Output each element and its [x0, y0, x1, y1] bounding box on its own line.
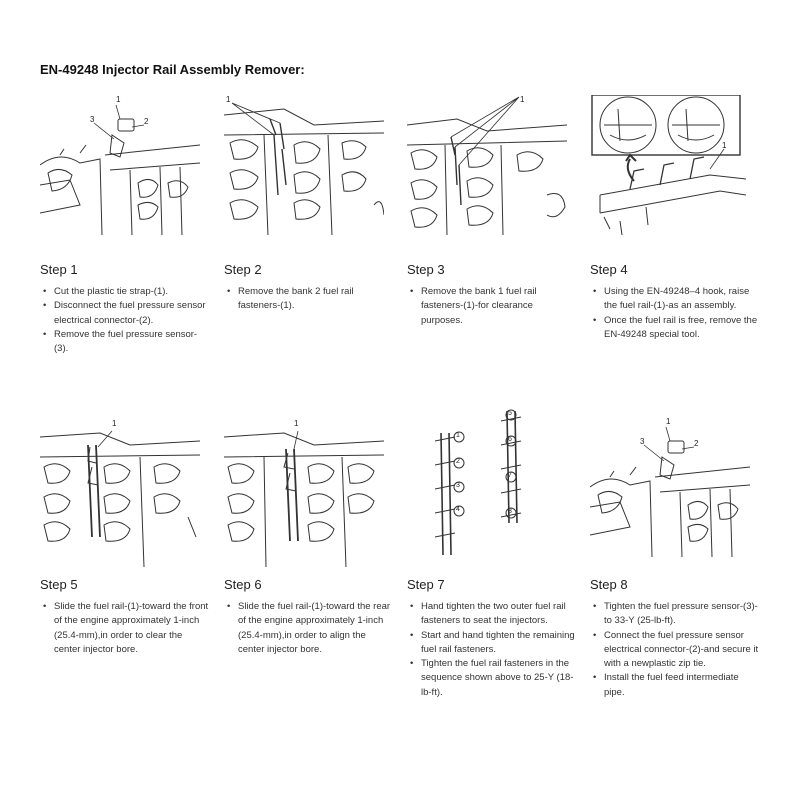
step-3-bullet-1: • Remove the bank 1 fuel rail fasteners-(1)-for clearance purposes. — [421, 285, 577, 328]
step-3 — [407, 95, 577, 395]
callout-7: 7 — [508, 472, 512, 479]
step-5 — [40, 407, 210, 737]
step-5-instructions — [40, 600, 210, 657]
step-7-illustration — [407, 407, 577, 567]
page-title: EN-49248 Injector Rail Assembly Remover: — [40, 62, 305, 77]
step-1 — [40, 95, 210, 395]
step-2 — [224, 95, 394, 395]
callout-2: 2 — [694, 439, 699, 448]
step-3-instructions — [407, 285, 577, 328]
step-2-instructions — [224, 285, 394, 314]
step-8-bullet-1: • Tighten the fuel pressure sensor-(3)-to 33-Y (25-lb-ft). — [604, 600, 760, 629]
callout-1: 1 — [722, 141, 727, 150]
step-4-illustration — [590, 95, 750, 235]
step-1-instructions — [40, 285, 210, 356]
step-8-bullet-2: • Connect the fuel pressure sensor electrical connector-(2)-and secure it with a newplastic zip tie. — [604, 629, 760, 672]
callout-1: 1 — [116, 95, 121, 104]
step-8-illustration — [590, 417, 750, 557]
step-3-heading: Step 3 — [407, 262, 445, 277]
callout-2: 2 — [456, 458, 460, 465]
step-5-heading: Step 5 — [40, 577, 78, 592]
step-6-heading: Step 6 — [224, 577, 262, 592]
callout-4: 4 — [456, 506, 460, 513]
callout-3: 3 — [90, 115, 95, 124]
step-4 — [590, 95, 760, 395]
step-1-illustration — [40, 95, 200, 235]
step-8-bullet-3: • Install the fuel feed intermediate pipe. — [604, 671, 760, 700]
step-3-illustration — [407, 95, 567, 235]
callout-1: 1 — [294, 419, 299, 428]
step-1-heading: Step 1 — [40, 262, 78, 277]
step-1-bullet-3: • Remove the fuel pressure sensor-(3). — [54, 328, 210, 357]
step-6-bullet-1: • Slide the fuel rail-(1)-toward the rear of the engine approximately 1-inch (25.4-mm),in order to align the center injector bore. — [238, 600, 394, 657]
step-2-bullet-1: • Remove the bank 2 fuel rail fasteners-(1). — [238, 285, 394, 314]
step-6-illustration — [224, 419, 384, 567]
step-7-bullet-2: • Start and hand tighten the remaining fuel rail fasteners. — [421, 629, 577, 658]
step-1-bullet-2: • Disconnect the fuel pressure sensor electrical connector-(2). — [54, 299, 210, 328]
step-2-illustration — [224, 95, 384, 235]
step-6 — [224, 407, 394, 737]
step-7-bullet-3: • Tighten the fuel rail fasteners in the sequence shown above to 25-Y (18-lb-ft). — [421, 657, 577, 700]
callout-1: 1 — [226, 95, 231, 104]
step-4-heading: Step 4 — [590, 262, 628, 277]
callout-1: 1 — [666, 417, 671, 426]
callout-3: 3 — [456, 482, 460, 489]
step-7-bullet-1: • Hand tighten the two outer fuel rail fasteners to seat the injectors. — [421, 600, 577, 629]
callout-1: 1 — [520, 95, 525, 104]
callout-1: 1 — [112, 419, 117, 428]
callout-1: 1 — [456, 432, 460, 439]
step-8-instructions — [590, 600, 760, 700]
callout-2: 2 — [144, 117, 149, 126]
step-7-instructions — [407, 600, 577, 700]
step-5-illustration — [40, 419, 200, 567]
callout-8: 8 — [508, 508, 512, 515]
step-6-instructions — [224, 600, 394, 657]
step-4-instructions — [590, 285, 760, 342]
step-8 — [590, 407, 760, 737]
callout-5: 5 — [508, 410, 512, 417]
step-7-heading: Step 7 — [407, 577, 445, 592]
step-4-bullet-2: • Once the fuel rail is free, remove the EN-49248 special tool. — [604, 314, 760, 343]
step-1-bullet-1: • Cut the plastic tie strap-(1). — [54, 285, 210, 299]
callout-6: 6 — [508, 436, 512, 443]
step-8-heading: Step 8 — [590, 577, 628, 592]
step-5-bullet-1: • Slide the fuel rail-(1)-toward the front of the engine approximately 1-inch (25.4-mm),in order to clear the center injector bore. — [54, 600, 210, 657]
callout-3: 3 — [640, 437, 645, 446]
step-7 — [407, 407, 577, 737]
step-2-heading: Step 2 — [224, 262, 262, 277]
step-4-bullet-1: • Using the EN-49248–4 hook, raise the fuel rail-(1)-as an assembly. — [604, 285, 760, 314]
